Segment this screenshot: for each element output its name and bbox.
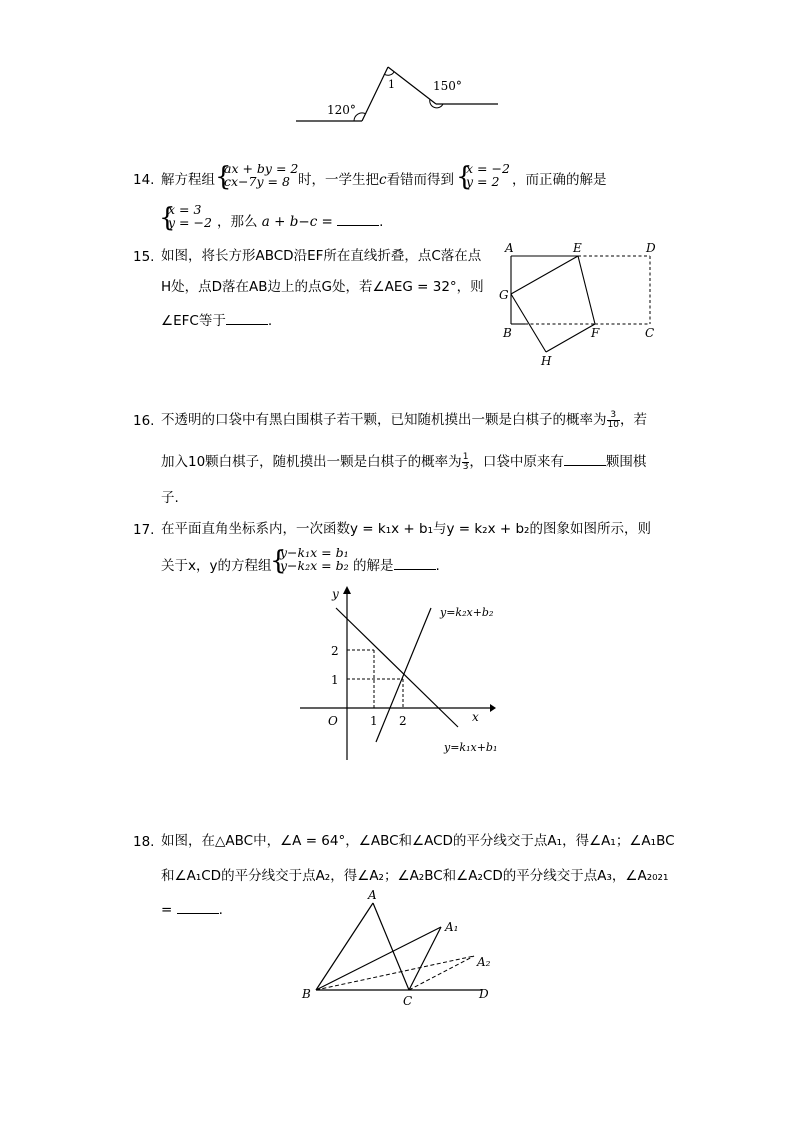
q17-number: 17. [133, 522, 155, 538]
q18-label-C: C [403, 994, 413, 1008]
q14-answer-blank[interactable] [337, 213, 379, 226]
q17-line2-b [353, 556, 440, 576]
q15-line1: 如图，将长方形ABCD沿EF所在直线折叠，点C落在点 [161, 248, 482, 264]
angle-label-150: 150° [433, 79, 462, 93]
q18-number: 18. [133, 834, 155, 850]
q14-mid2-text: 看错而得到 [386, 172, 455, 188]
q16-fraction-2-numerator: 1 [462, 451, 469, 462]
q14-system-1-eq2: cx−7y = 8 [224, 174, 290, 189]
q16-fraction-2-denominator: 3 [462, 461, 469, 472]
q15-end: . [267, 313, 273, 329]
q18-label-A2: A₂ [477, 955, 491, 969]
q18-label-B: B [302, 987, 311, 1001]
q14-brace-2: { [456, 162, 473, 192]
q17-system [280, 546, 349, 572]
q15-line3 [161, 311, 272, 331]
q16-fraction-1-numerator: 3 [607, 411, 620, 421]
q14-number: 14. [133, 172, 155, 188]
q16-line1-end: ，若 [619, 412, 647, 428]
q17-line2-a: 关于x，y的方程组 [161, 558, 272, 574]
q16-line2-mid: ，口袋中原来有 [469, 454, 564, 470]
q14-system-1 [224, 162, 298, 188]
q14-expression: a + b−c = [261, 214, 333, 230]
q16-number: 16. [133, 413, 155, 429]
q14-brace-1: { [215, 162, 232, 192]
q17-answer-blank[interactable] [394, 557, 436, 570]
q14-post: ，而正确的解是 [512, 172, 607, 188]
q18-triangle-figure [294, 886, 506, 1010]
q16-line2 [161, 452, 646, 472]
q14-system-3-eq1: x = 3 [168, 202, 202, 217]
q14-system-2 [466, 162, 510, 188]
q14-system-3-eq2: y = −2 [168, 215, 212, 230]
q15-label-F: F [591, 326, 600, 340]
q18-line1: 如图，在△ABC中，∠A = 64°，∠ABC和∠ACD的平分线交于点A₁，得∠A₁；∠A₁BC [161, 833, 675, 849]
q17-line1: 在平面直角坐标系内，一次函数y = k₁x + b₁与y = k₂x + b₂的图象如图所示，则 [161, 521, 651, 537]
q14-system-2-eq2: y = 2 [466, 174, 500, 189]
q18-label-A1: A₁ [445, 920, 459, 934]
q16-line2-end: 颗围棋 [605, 454, 647, 470]
q15-rectangle-fold-figure [494, 238, 666, 370]
q14-brace-3: { [159, 203, 176, 233]
q17-x-axis-label: x [472, 710, 479, 724]
q15-label-G: G [499, 288, 509, 302]
q14-system-3 [168, 203, 212, 229]
q16-fraction-1 [607, 411, 620, 430]
q17-coordinate-graph [294, 584, 504, 764]
q17-tick-x2: 2 [399, 714, 407, 728]
q17-system-eq1: y−k₁x = b₁ [280, 545, 349, 560]
q15-label-E: E [573, 241, 582, 255]
q18-line3 [161, 900, 223, 920]
angle-label-120: 120° [327, 103, 356, 117]
q18-answer-blank[interactable] [177, 901, 219, 914]
q16-line1-text: 不透明的口袋中有黑白围棋子若干颗，已知随机摸出一颗是白棋子的概率为 [161, 412, 607, 428]
angle-label-1: 1 [388, 78, 395, 91]
q15-line2: H处，点D落在AB边上的点G处，若∠AEG = 32°，则 [161, 279, 484, 295]
q14-end: . [379, 214, 384, 230]
q16-fraction-1-denominator: 10 [607, 419, 619, 430]
q15-line3-text: ∠EFC等于 [161, 313, 226, 329]
q16-line3: 子. [161, 490, 179, 506]
q14-answer-line [217, 212, 383, 232]
q17-line2-b-text: 的解是 [353, 558, 394, 574]
q15-answer-blank[interactable] [226, 312, 268, 325]
q17-tick-y1: 1 [331, 673, 339, 687]
q14-var-c: c [379, 172, 387, 188]
q14-post2-text: ，那么 [217, 214, 258, 230]
q17-line1-label: y=k₁x+b₁ [444, 741, 498, 754]
q14-system-2-eq1: x = −2 [466, 161, 510, 176]
q14-mid [298, 170, 454, 190]
q14-system-1-eq1: ax + by = 2 [224, 161, 299, 176]
q15-label-H: H [541, 354, 552, 368]
q14-mid-text: 时，一学生把 [298, 172, 379, 188]
q17-line2-label: y=k₂x+b₂ [440, 606, 494, 619]
q14-pre: 解方程组 [161, 172, 215, 188]
q15-label-A: A [505, 241, 514, 255]
q17-system-eq2: y−k₂x = b₂ [280, 558, 349, 573]
q17-end: . [435, 558, 440, 574]
angle-figure [290, 58, 505, 128]
q15-number: 15. [133, 249, 155, 265]
q15-label-C: C [645, 326, 655, 340]
q18-end: . [218, 902, 223, 918]
q18-line2: 和∠A₁CD的平分线交于点A₂，得∠A₂；∠A₂BC和∠A₂CD的平分线交于点A₃，∠A₂₀₂₁ [161, 868, 669, 884]
q18-label-D: D [479, 987, 489, 1001]
q18-label-A: A [368, 888, 377, 902]
q17-y-axis-label: y [332, 587, 339, 601]
q16-line1 [161, 410, 647, 430]
q15-label-D: D [646, 241, 656, 255]
q16-answer-blank[interactable] [564, 453, 606, 466]
q18-line3-text: = [161, 902, 173, 918]
q17-tick-x1: 1 [370, 714, 378, 728]
q17-brace: { [270, 546, 287, 576]
q16-line2-text: 加入10颗白棋子，随机摸出一颗是白棋子的概率为 [161, 454, 462, 470]
q17-tick-y2: 2 [331, 644, 339, 658]
q15-label-B: B [503, 326, 512, 340]
q17-origin-label: O [328, 714, 338, 728]
